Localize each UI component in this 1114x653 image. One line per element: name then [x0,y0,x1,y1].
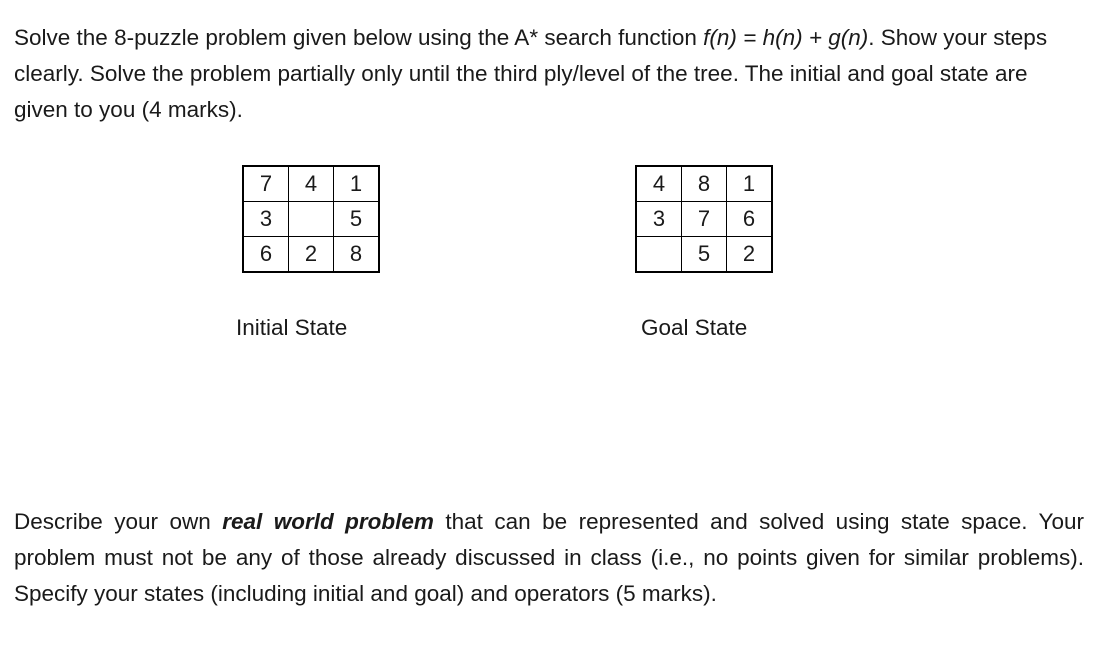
grid-row [636,202,772,237]
grid-cell: 8 [682,166,727,202]
grid-row [636,166,772,202]
question-2-text [14,504,1084,612]
grid-row [243,237,379,273]
question-1-rest: . Show your steps clearly. Solve the problem partially only until the third ply/level of the tree. The initial and goal state are given to you (4 marks). [14,25,1048,122]
grid-cell: 2 [727,237,773,273]
grid-cell: 7 [243,166,289,202]
grid-cell: 6 [243,237,289,273]
grid-cell: 8 [334,237,380,273]
grid-cell: 4 [289,166,334,202]
search-function-formula: f(n) = h(n) + g(n) [703,25,869,50]
grid-cell: 1 [334,166,380,202]
real-world-problem-emphasis: real world problem [222,509,434,534]
grid-row [636,237,772,273]
initial-state-caption: Initial State [236,315,348,340]
grid-cell: 6 [727,202,773,237]
goal-state-caption: Goal State [641,315,748,340]
grid-row [243,166,379,202]
grid-cell: 4 [636,166,682,202]
grid-row [243,202,379,237]
grid-cell [636,237,682,273]
question-2-rest: that can be represented and solved using state space. Your problem must not be any of those already discussed in class (i.e., no points given for similar problems). Specify your states (including initial and goal) and operators (5 marks). [14,509,1084,606]
grid-cell: 1 [727,166,773,202]
grid-cell [289,202,334,237]
question-1-intro: Solve the 8-puzzle problem given below using the A* search function [14,25,704,50]
grid-cell: 7 [682,202,727,237]
initial-state-grid [242,165,380,273]
grid-cell: 2 [289,237,334,273]
question-2-intro: Describe your own [14,509,223,534]
goal-state-grid [635,165,773,273]
grid-cell: 5 [682,237,727,273]
grid-cell: 5 [334,202,380,237]
grid-cell: 3 [636,202,682,237]
grid-cell: 3 [243,202,289,237]
question-1-text [14,20,1084,128]
